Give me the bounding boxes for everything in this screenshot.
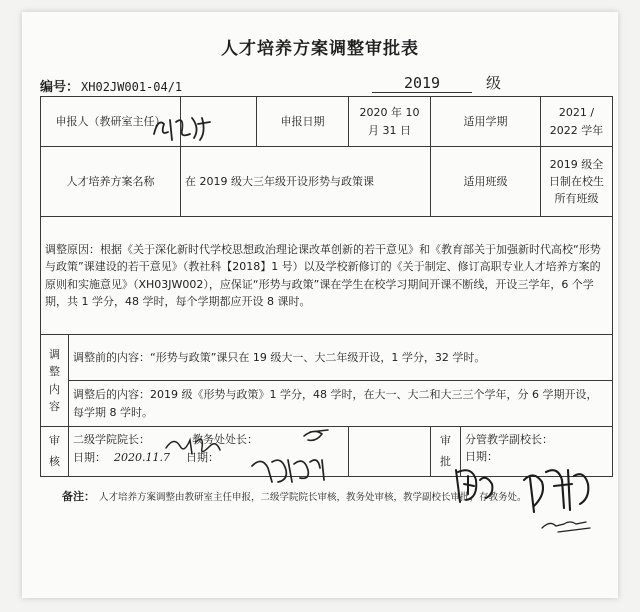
- adjustment-reason: 调整原因：根据《关于深化新时代学校思想政治理论课改革创新的若干意见》和《教育部关于加强新时代高校“形势与政策”课建设的若干意见》（教社科【2018】1 号）以及学校新修订的《关于制定、修订高职专业人才培养方案的原则和实施意见》（XH03JW002），应保证“形势与政策”课在学生在校学习期间开课不断线，开设三学年，6 个学期，共 1 学分，48 学时，每个学期都应开设 8 课时。: [41, 217, 613, 335]
- plan-name-value: 在 2019 级大三年级开设形势与政策课: [181, 147, 431, 217]
- footnote-label: 备注：: [62, 490, 95, 503]
- vice-principal-signature: [450, 450, 600, 540]
- dean-date-label: 日期：: [73, 450, 106, 464]
- grade-year: 2019: [372, 74, 472, 93]
- document-number-label: 编号：: [40, 80, 80, 95]
- date-label: 申报日期: [257, 97, 349, 147]
- applicant-signature: [150, 112, 214, 146]
- plan-name-label: 人才培养方案名称: [41, 147, 181, 217]
- document-number: [40, 76, 182, 95]
- grade-line: [372, 72, 501, 93]
- dean-date-value: 2020.11.7: [114, 450, 170, 464]
- vp-date-label: 日期：: [465, 450, 498, 464]
- academic-affairs-signature: [248, 426, 334, 488]
- content-before: 调整前的内容：“形势与政策”课只在 19 级大一、大二年级开设，1 学分，32 学时。: [69, 335, 613, 381]
- term-label: 适用学期: [431, 97, 541, 147]
- academic-date-label: 日期：: [185, 450, 219, 464]
- document-number-value: XH02JW001-04/1: [81, 80, 183, 94]
- class-label: 适用班级: [431, 147, 541, 217]
- term-value: 2021 / 2022 学年: [541, 97, 613, 147]
- academic-signature-cell: [349, 427, 431, 477]
- footnote-text: 人才培养方案调整由教研室主任申报，二级学院院长审核，教务处审核，教学副校长审批，存教务处。: [99, 492, 527, 503]
- class-value: 2019 级全日制在校生所有班级: [541, 147, 613, 217]
- academic-affairs-label: 教务处处长：: [192, 433, 258, 446]
- approval-table: [40, 96, 613, 477]
- date-value: 2020 年 10 月 31 日: [349, 97, 431, 147]
- row-content-after: [41, 381, 613, 427]
- content-side-label: [41, 335, 69, 427]
- row-reason: [41, 217, 613, 335]
- review-side-label: [41, 427, 69, 477]
- review-side-label-text: 审核: [49, 433, 60, 468]
- form-title: 人才培养方案调整审批表: [221, 39, 419, 59]
- dean-signature: [164, 432, 224, 458]
- vp-label: 分管教学副校长：: [465, 433, 553, 446]
- row-content-before: [41, 335, 613, 381]
- content-side-label-text: 调整内容: [49, 348, 60, 413]
- content-after: 调整后的内容：2019 级《形势与政策》1 学分，48 学时，在大一、大二和大三三个学年，分 6 学期开设，每学期 8 学时。: [69, 381, 613, 427]
- approve-side-label-text: 审批: [440, 433, 451, 468]
- row-plan: [41, 147, 613, 217]
- dean-label: 二级学院院长：: [73, 433, 150, 446]
- row-applicant: [41, 97, 613, 147]
- approval-form-sheet: [22, 12, 618, 598]
- applicant-label: 申报人（教研室主任）: [41, 97, 181, 147]
- grade-label: 级: [486, 74, 502, 92]
